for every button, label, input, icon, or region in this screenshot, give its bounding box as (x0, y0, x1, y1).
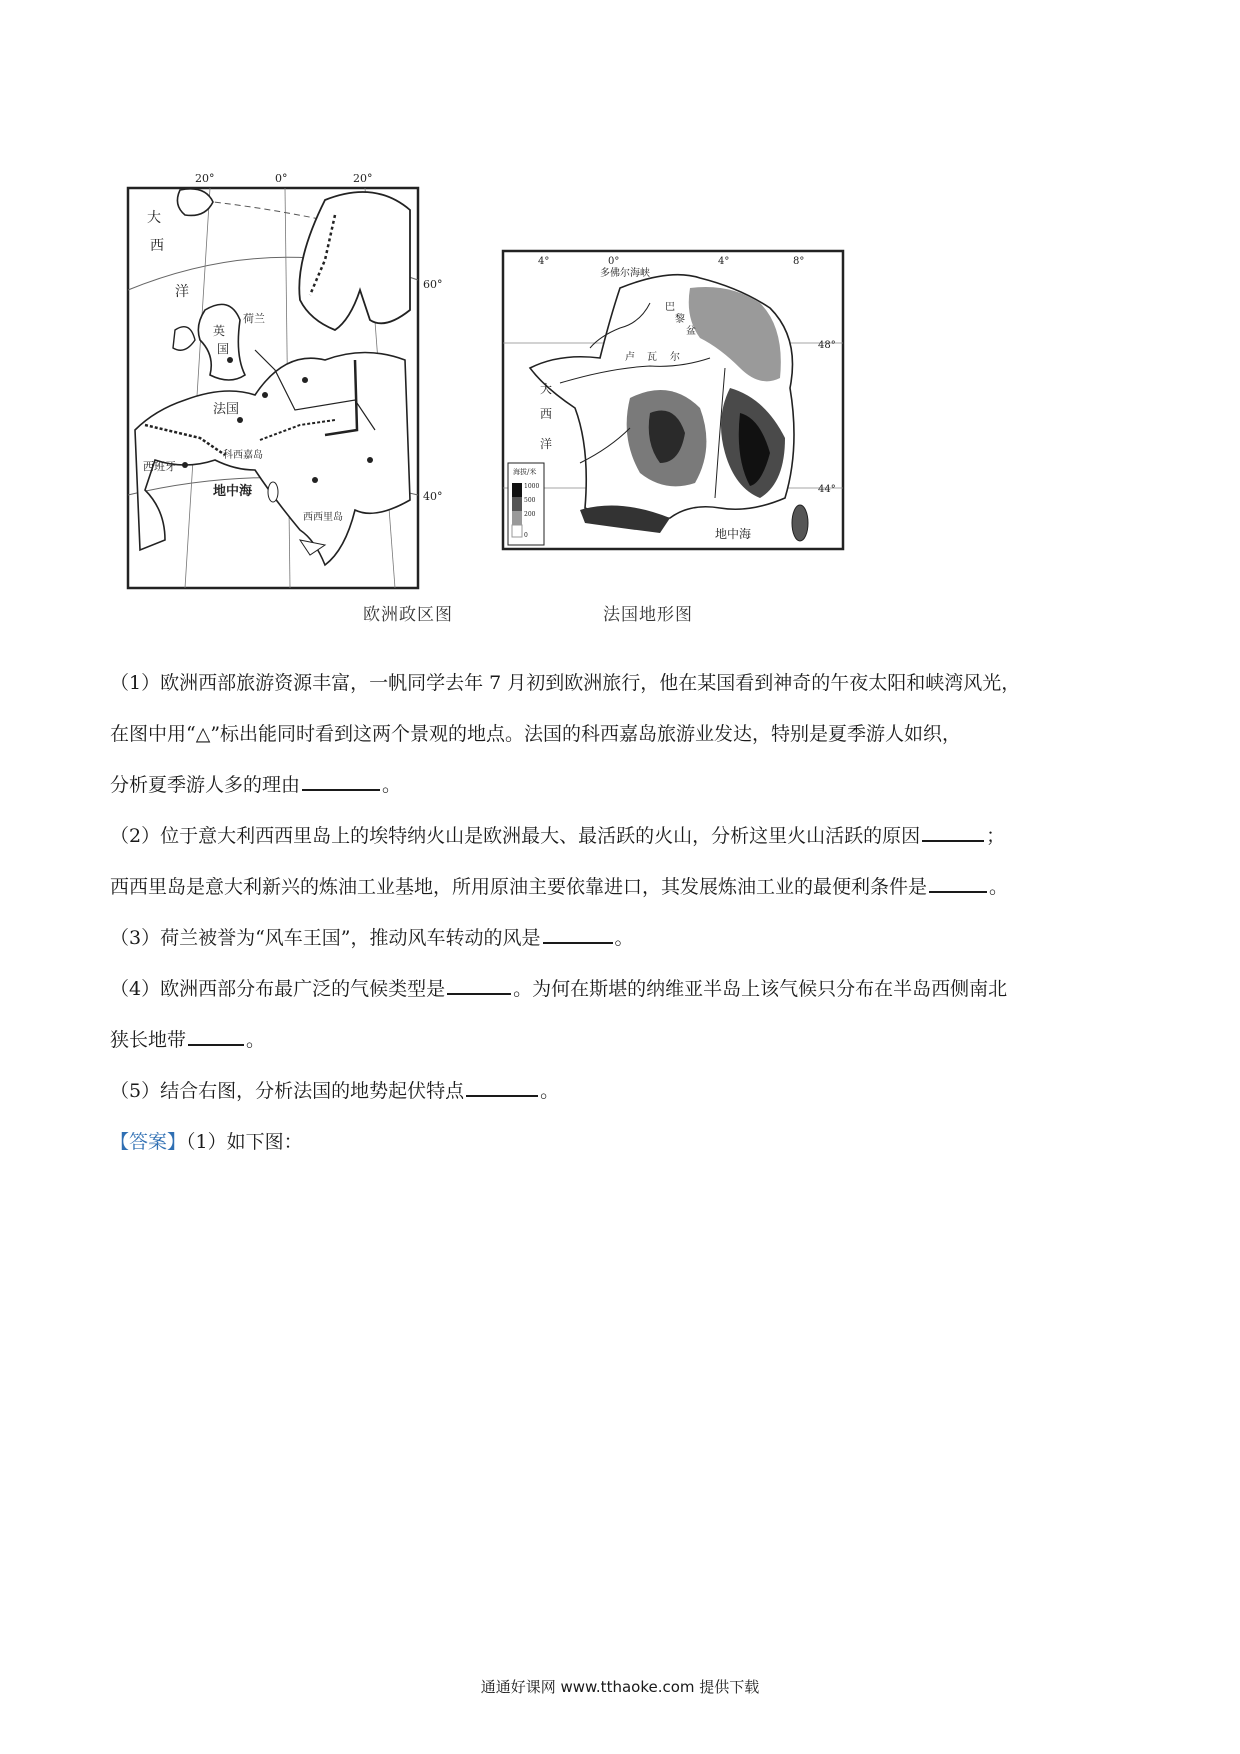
lon-e4-label: 4° (718, 256, 730, 267)
lat-44-label: 44° (818, 484, 836, 495)
france-terrain-map (500, 248, 850, 615)
question-block (110, 658, 1140, 1168)
ocean-label: 洋 (175, 284, 189, 300)
question-2-line-2: 西西里岛是意大利新兴的炼油工业基地，所用原油主要依靠进口，其发展炼油工业的最便利条件是 。 (110, 862, 1140, 913)
capital-dot (262, 392, 268, 398)
europe-map-caption: 欧洲政区图 (363, 605, 453, 625)
capital-dot (302, 377, 308, 383)
lon-0-label: 0° (608, 256, 620, 267)
capital-dot (237, 417, 243, 423)
answer-blank[interactable] (302, 771, 380, 791)
loire-label: 尔 (670, 352, 680, 363)
question-1-line-1: （1）欧洲西部旅游资源丰富，一帆同学去年 7 月初到欧洲旅行，他在某国看到神奇的午夜太阳和峡湾风光， (110, 672, 1021, 694)
legend-swatch-0 (512, 525, 522, 537)
question-4-line-1: （4）欧洲西部分布最广泛的气候类型是 。为何在斯堪的纳维亚半岛上该气候只分布在半岛西侧南北 (110, 964, 1140, 1015)
ocean-label: 西 (150, 238, 164, 254)
lon-0-label: 0° (275, 172, 288, 185)
loire-label: 卢 (625, 352, 635, 363)
answer-blank[interactable] (922, 822, 984, 842)
capital-dot (182, 462, 188, 468)
lat-48-label: 48° (818, 340, 836, 351)
answer-tag: 【答案】 (110, 1131, 187, 1153)
lon-w20-label: 20° (195, 172, 215, 185)
capital-dot (367, 457, 373, 463)
france-map-svg (500, 248, 850, 615)
legend-swatch-1000 (512, 483, 522, 497)
question-2-line-1: （2）位于意大利西西里岛上的埃特纳火山是欧洲最大、最活跃的火山，分析这里火山活跃的原因 ； (110, 811, 1140, 862)
corsica-shape (792, 505, 808, 541)
legend-swatch-200 (512, 511, 522, 525)
ocean-label: 大 (540, 382, 553, 396)
legend-1000: 1000 (524, 483, 540, 490)
med-sea-label: 地中海 (715, 527, 752, 541)
answer-blank[interactable] (466, 1077, 538, 1097)
france-label: 法国 (213, 402, 240, 417)
europe-map-svg (125, 170, 460, 615)
question-1-line-2: 在图中用“△”标出能同时看到这两个景观的地点。法国的科西嘉岛旅游业发达，特别是夏季游人如织， (110, 723, 962, 745)
answer-text: （1）如下图： (186, 1131, 303, 1153)
lon-e8-label: 8° (793, 256, 805, 267)
answer-blank[interactable] (543, 924, 613, 944)
lat-60-label: 60° (423, 278, 443, 291)
answer-line (110, 1117, 1140, 1168)
corsica-shape (268, 482, 278, 502)
lon-w4-label: 4° (538, 256, 550, 267)
answer-blank[interactable] (188, 1026, 244, 1046)
corsica-label: 科西嘉岛 (223, 450, 263, 461)
page-footer: 通通好课网 www.tthaoke.com 提供下载 (480, 1678, 760, 1696)
loire-label: 瓦 (647, 352, 657, 363)
basin-label: 黎 (675, 314, 685, 325)
ocean-label: 洋 (540, 437, 553, 451)
question-5-line-1: （5）结合右图，分析法国的地势起伏特点 。 (110, 1066, 1140, 1117)
answer-blank[interactable] (447, 975, 511, 995)
capital-dot (312, 477, 318, 483)
spain-label: 西班牙 (143, 460, 176, 473)
legend-500: 500 (524, 497, 536, 504)
basin-label: 盆 (686, 326, 696, 337)
capital-dot (227, 357, 233, 363)
figures-area (125, 170, 865, 640)
france-map-caption: 法国地形图 (603, 605, 693, 625)
med-sea-label: 地中海 (213, 484, 253, 499)
question-1-line-3: 分析夏季游人多的理由 。 (110, 760, 1140, 811)
legend-0: 0 (524, 532, 528, 539)
ocean-label: 西 (540, 407, 553, 421)
netherlands-label: 荷兰 (243, 312, 265, 325)
question-3-line-1: （3）荷兰被誉为“风车王国”，推动风车转动的风是 。 (110, 913, 1140, 964)
uk-label: 英 (213, 324, 226, 338)
lon-e20-label: 20° (353, 172, 373, 185)
basin-label: 巴 (665, 302, 675, 313)
lat-40-label: 40° (423, 490, 443, 503)
question-4-line-2: 狭长地带 。 (110, 1015, 1140, 1066)
uk-label: 国 (217, 342, 230, 356)
sicily-label: 西西里岛 (303, 512, 343, 523)
legend-title: 海拔/米 (513, 468, 537, 476)
legend-200: 200 (524, 511, 536, 518)
answer-blank[interactable] (929, 873, 987, 893)
europe-political-map (125, 170, 460, 615)
strait-label: 多佛尔海峡 (600, 268, 650, 279)
ocean-label: 大 (147, 210, 161, 226)
legend-swatch-500 (512, 497, 522, 511)
